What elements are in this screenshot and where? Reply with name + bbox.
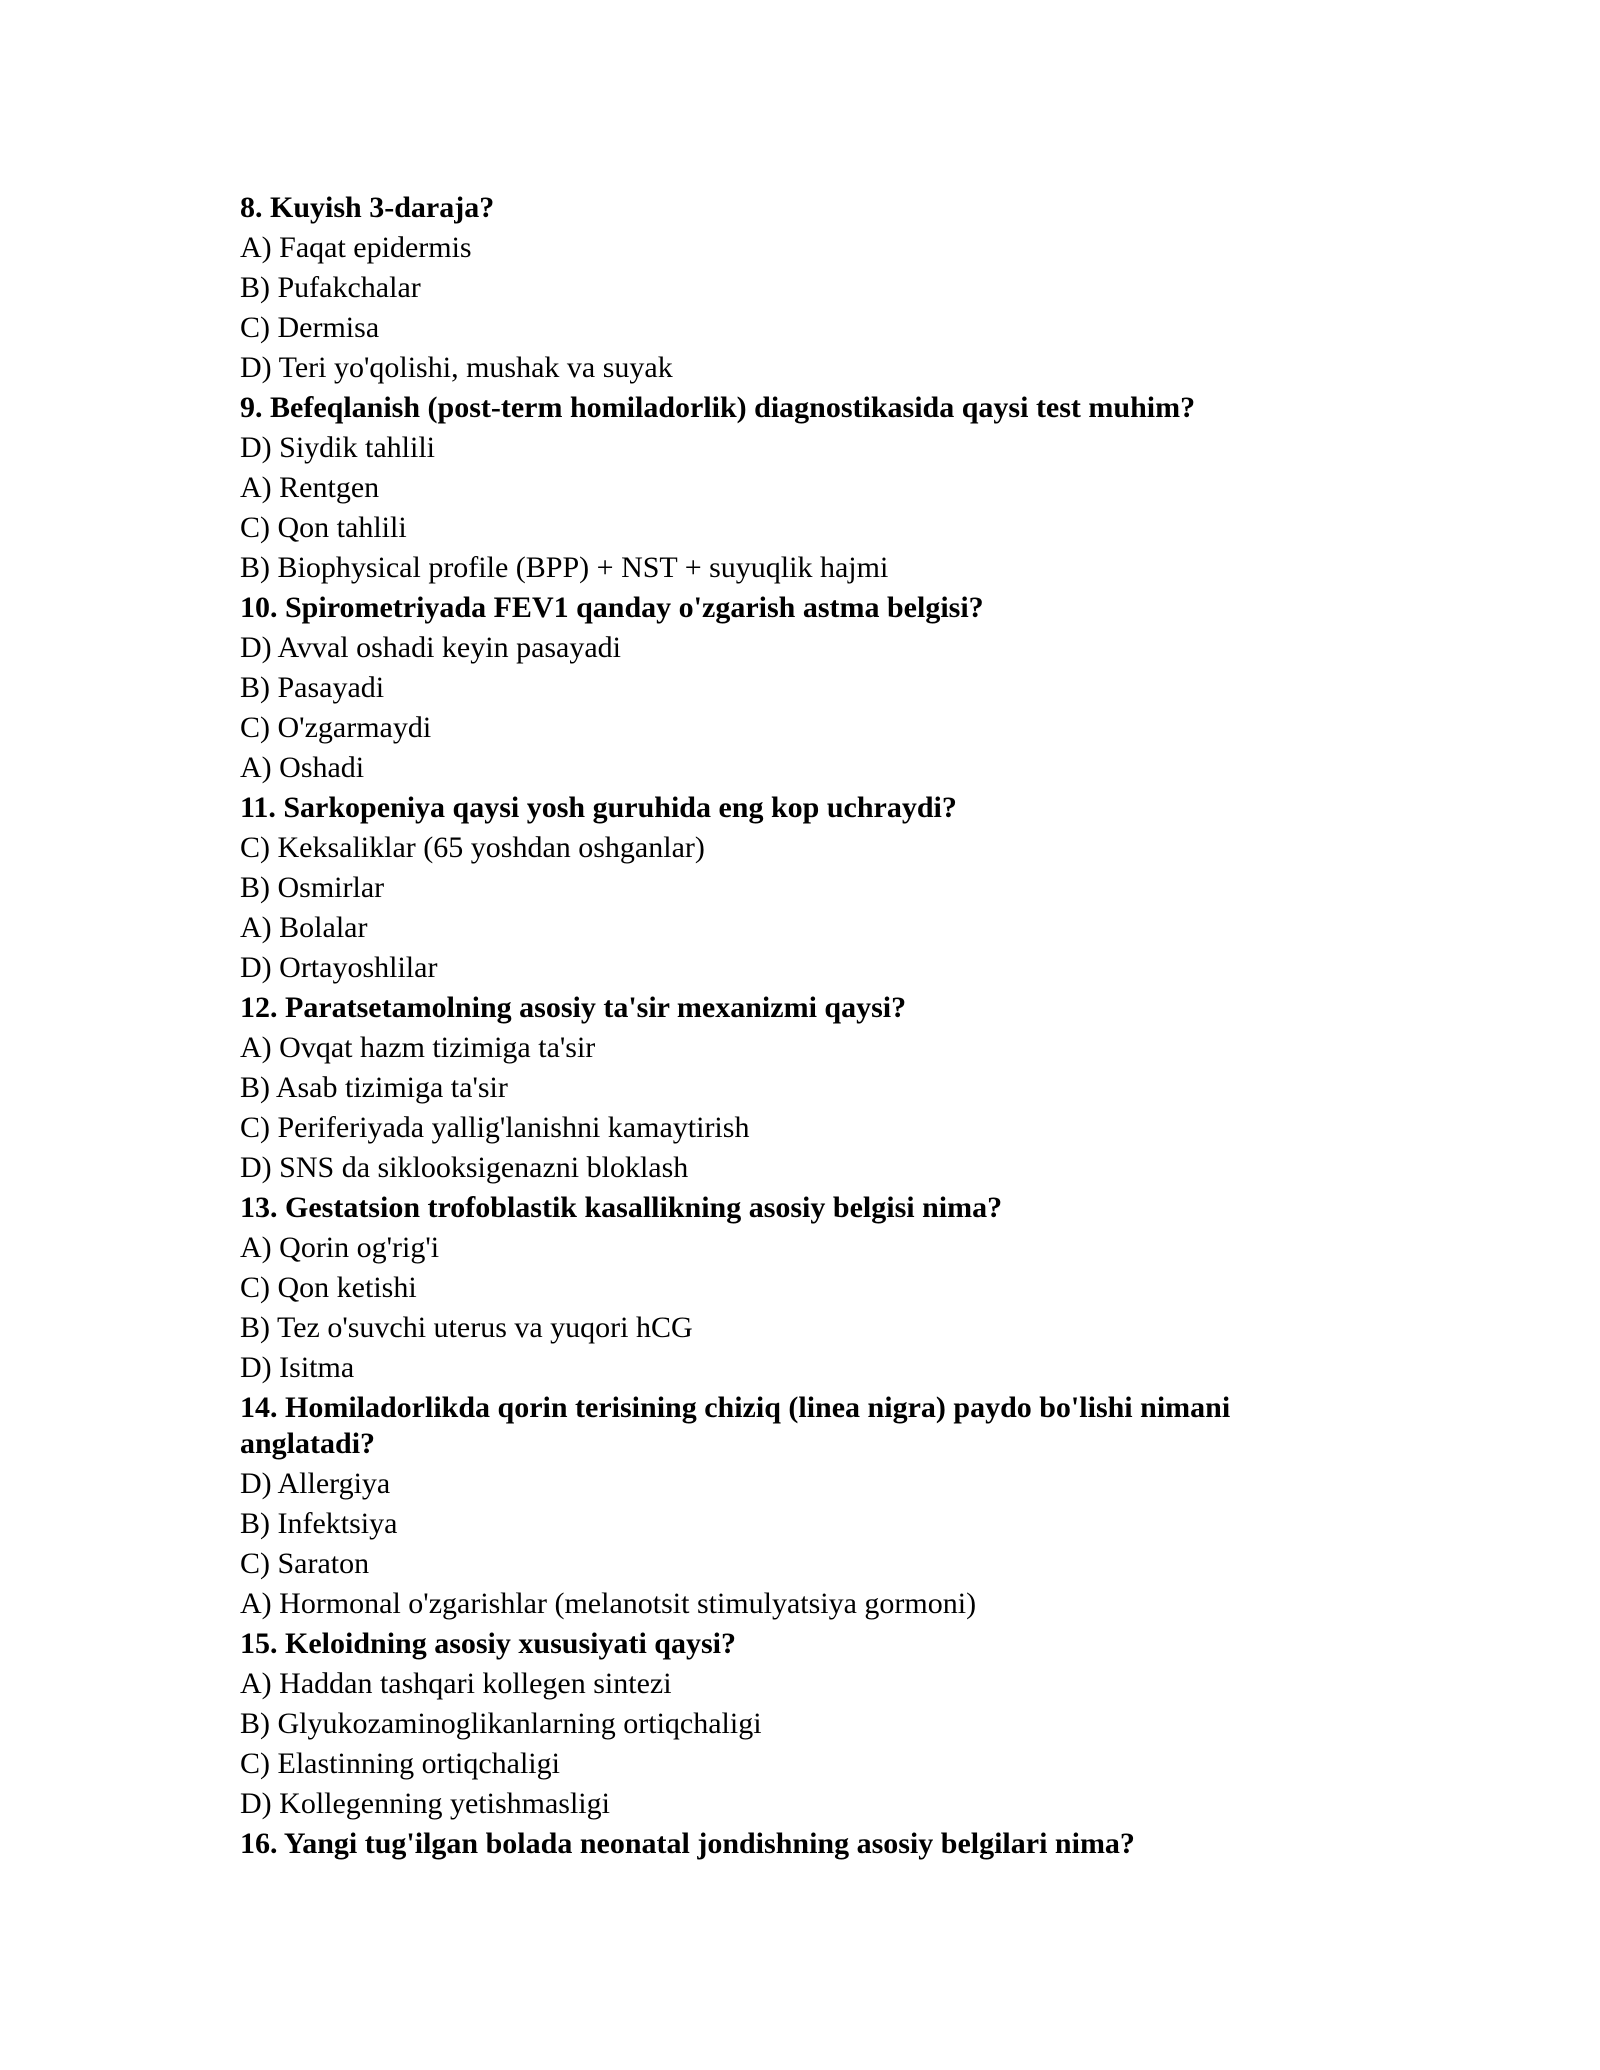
answer-option: C) Elastinning ortiqchaligi [240,1747,560,1780]
answer-option: D) Isitma [240,1351,355,1384]
answer-option: A) Ovqat hazm tizimiga ta'sir [240,1031,596,1064]
question-15: 15. Keloidning asosiy xususiyati qaysi? [240,1627,736,1660]
answer-option: B) Tez o'suvchi uterus va yuqori hCG [240,1311,693,1344]
question-13: 13. Gestatsion trofoblastik kasallikning asosiy belgisi nima? [240,1191,1003,1224]
answer-option: C) Periferiyada yallig'lanishni kamaytirish [240,1111,750,1144]
question-14: 14. Homiladorlikda qorin terisining chiziq (linea nigra) paydo bo'lishi nimani anglatadi? [240,1391,1231,1460]
question-10: 10. Spirometriyada FEV1 qanday o'zgarish astma belgisi? [240,591,984,624]
answer-option: D) Teri yo'qolishi, mushak va suyak [240,351,673,384]
answer-option: A) Oshadi [240,751,365,784]
question-16: 16. Yangi tug'ilgan bolada neonatal jondishning asosiy belgilari nima? [240,1827,1135,1860]
answer-option: D) Siydik tahlili [240,431,435,464]
answer-option: C) Qon tahlili [240,511,407,544]
answer-option: B) Pufakchalar [240,271,421,304]
answer-option: B) Infektsiya [240,1507,398,1540]
answer-option: B) Asab tizimiga ta'sir [240,1071,508,1104]
question-8: 8. Kuyish 3-daraja? [240,191,495,224]
answer-option: B) Biophysical profile (BPP) + NST + suyuqlik hajmi [240,551,889,584]
answer-option: C) O'zgarmaydi [240,711,432,744]
document-page [240,188,1370,1864]
answer-option: D) Avval oshadi keyin pasayadi [240,631,622,664]
answer-option: C) Keksaliklar (65 yoshdan oshganlar) [240,831,705,864]
answer-option: D) SNS da siklooksigenazni bloklash [240,1151,689,1184]
answer-option: A) Hormonal o'zgarishlar (melanotsit stimulyatsiya gormoni) [240,1587,977,1620]
answer-option: D) Ortayoshlilar [240,951,438,984]
answer-option: D) Allergiya [240,1467,391,1500]
answer-option: C) Saraton [240,1547,370,1580]
answer-option: B) Glyukozaminoglikanlarning ortiqchaligi [240,1707,762,1740]
answer-option: A) Haddan tashqari kollegen sintezi [240,1667,672,1700]
answer-option: C) Dermisa [240,311,380,344]
answer-option: A) Qorin og'rig'i [240,1231,440,1264]
question-11: 11. Sarkopeniya qaysi yosh guruhida eng kop uchraydi? [240,791,957,824]
question-12: 12. Paratsetamolning asosiy ta'sir mexanizmi qaysi? [240,991,907,1024]
answer-option: A) Bolalar [240,911,368,944]
answer-option: C) Qon ketishi [240,1271,417,1304]
answer-option: A) Faqat epidermis [240,231,472,264]
question-9: 9. Befeqlanish (post-term homiladorlik) diagnostikasida qaysi test muhim? [240,391,1196,424]
answer-option: A) Rentgen [240,471,380,504]
answer-option: B) Pasayadi [240,671,385,704]
answer-option: D) Kollegenning yetishmasligi [240,1787,610,1820]
answer-option: B) Osmirlar [240,871,385,904]
